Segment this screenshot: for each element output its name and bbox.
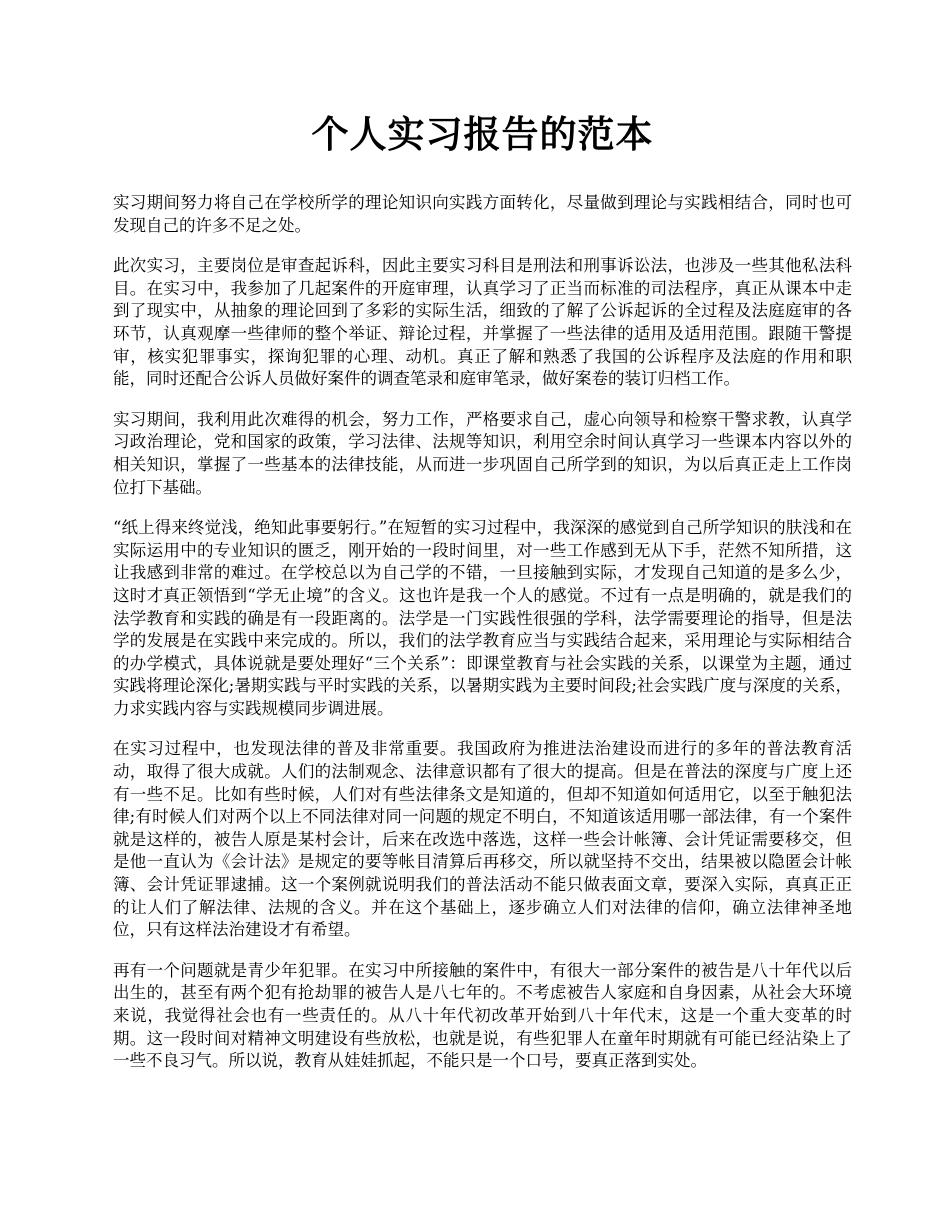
paragraph-4: “纸上得来终觉浅，绝知此事要躬行。”在短暂的实习过程中，我深深的感觉到自己所学知识的肤浅和在实际运用中的专业知识的匮乏，刚开始的一段时间里，对一些工作感到无从下手，茫然不知所措，这让我感到非常的难过。在学校总以为自己学的不错，一旦接触到实际，才发现自己知道的是多么少，这时才真正领悟到“学无止境”的含义。这也许是我一个人的感觉。不过有一点是明确的，就是我们的法学教育和实践的确是有一段距离的。法学是一门实践性很强的学科，法学需要理论的指导，但是法学的发展是在实践中来完成的。所以，我们的法学教育应当与实践结合起来，采用理论与实际相结合的办学模式，具体说就是要处理好“三个关系”：即课堂教育与社会实践的关系，以课堂为主题，通过实践将理论深化;暑期实践与平时实践的关系，以暑期实践为主要时间段;社会实践广度与深度的关系，力求实践内容与实践规模同步调进展。 — [113, 518, 852, 718]
paragraph-2: 此次实习，主要岗位是审查起诉科，因此主要实习科目是刑法和刑事诉讼法，也涉及一些其他私法科目。在实习中，我参加了几起案件的开庭审理，认真学习了正当而标准的司法程序，真正从课本中走到了现实中，从抽象的理论回到了多彩的实际生活，细致的了解了公诉起诉的全过程及法庭庭审的各环节，认真观摩一些律师的整个举证、辩论过程，并掌握了一些法律的适用及适用范围。跟随干警提审，核实犯罪事实，探询犯罪的心理、动机。真正了解和熟悉了我国的公诉程序及法庭的作用和职能，同时还配合公诉人员做好案件的调查笔录和庭审笔录，做好案卷的装订归档工作。 — [113, 256, 852, 389]
paragraph-5: 在实习过程中，也发现法律的普及非常重要。我国政府为推进法治建设而进行的多年的普法教育活动，取得了很大成就。人们的法制观念、法律意识都有了很大的提高。但是在普法的深度与广度上还有一些不足。比如有些时候，人们对有些法律条文是知道的，但却不知道如何适用它，以至于触犯法律;有时候人们对两个以上不同法律对同一问题的规定不明白，不知道该适用哪一部法律，有一个案件就是这样的，被告人原是某村会计，后来在改选中落选，这样一些会计帐簿、会计凭证需要移交，但是他一直认为《会计法》是规定的要等帐目清算后再移交，所以就坚持不交出，结果被以隐匿会计帐簿、会计凭证罪逮捕。这一个案例就说明我们的普法活动不能只做表面文章，要深入实际，真真正正的让人们了解法律、法规的含义。并在这个基础上，逐步确立人们对法律的信仰，确立法律神圣地位，只有这样法治建设才有希望。 — [113, 739, 852, 940]
paragraph-3: 实习期间，我利用此次难得的机会，努力工作，严格要求自己，虚心向领导和检察干警求教，认真学习政治理论，党和国家的政策，学习法律、法规等知识，利用空余时间认真学习一些课本内容以外的相关知识，掌握了一些基本的法律技能，从而进一步巩固自己所学到的知识，为以后真正走上工作岗位打下基础。 — [113, 409, 852, 497]
document-title: 个人实习报告的范本 — [311, 112, 654, 156]
paragraph-1: 实习期间努力将自己在学校所学的理论知识向实践方面转化，尽量做到理论与实践相结合，同时也可发现自己的许多不足之处。 — [113, 193, 852, 235]
paragraph-6: 再有一个问题就是青少年犯罪。在实习中所接触的案件中，有很大一部分案件的被告是八十年代以后出生的，甚至有两个犯有抢劫罪的被告人是八七年的。不考虑被告人家庭和自身因素，从社会大环境来说，我觉得社会也有一些责任的。从八十年代初改革开始到八十年代末，这是一个重大变革的时期。这一段时间对精神文明建设有些放松，也就是说，有些犯罪人在童年时期就有可能已经沾染上了一些不良习气。所以说，教育从娃娃抓起，不能只是一个口号，要真正落到实处。 — [113, 960, 852, 1071]
